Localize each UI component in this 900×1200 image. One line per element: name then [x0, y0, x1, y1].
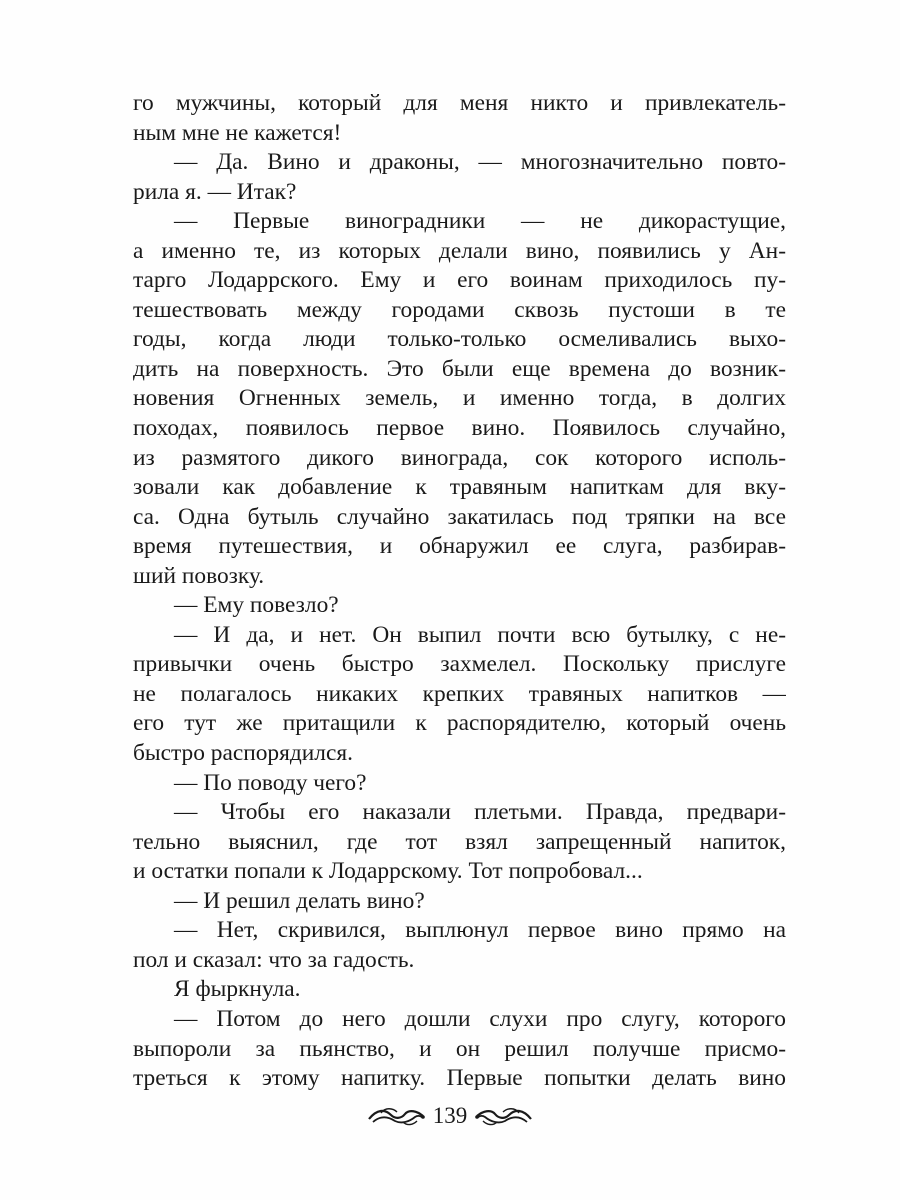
text-line: — По поводу чего? — [174, 769, 367, 796]
text-line: быстро распорядился. — [133, 740, 353, 767]
text-line: годы, когда люди только-только осмеливались выхо- — [133, 326, 786, 353]
text-line: — Потом до него дошли слухи про слугу, которого — [174, 1005, 786, 1032]
text-line: время путешествия, и обнаружил ее слуга, разбирав- — [133, 533, 786, 560]
text-line: — Чтобы его наказали плетьми. Правда, предвари- — [174, 799, 786, 826]
left-flourish-ornament-icon — [367, 1105, 425, 1127]
text-line: тешествовать между городами сквозь пустоши в те — [133, 296, 786, 323]
text-line: его тут же притащили к распорядителю, который очень — [133, 710, 786, 737]
text-line: — Первые виноградники — не дикорастущие, — [174, 208, 786, 235]
text-line: не полагалось никаких крепких травяных напитков — — [133, 680, 786, 707]
text-line: рила я. — Итак? — [133, 178, 297, 205]
text-line: — Ему повезло? — [174, 592, 339, 619]
text-line: — Нет, скривился, выплюнул первое вино прямо на — [174, 917, 786, 944]
text-line: зовали как добавление к травяным напиткам для вку- — [133, 474, 786, 501]
text-line: — И решил делать вино? — [174, 887, 425, 914]
text-line: тельно выяснил, где тот взял запрещенный напиток, — [133, 828, 786, 855]
text-line: тарго Лодаррского. Ему и его воинам приходилось пу- — [133, 267, 786, 294]
text-line: новения Огненных земель, и именно тогда, в долгих — [133, 385, 786, 412]
text-line: походах, появилось первое вино. Появилось случайно, — [133, 415, 786, 442]
text-line: привычки очень быстро захмелел. Поскольку прислуге — [133, 651, 786, 678]
text-line: ший повозку. — [133, 562, 265, 589]
text-line: ным мне не кажется! — [133, 119, 342, 146]
text-line: го мужчины, который для меня никто и привлекатель- — [133, 90, 786, 116]
page-number: 139 — [432, 1103, 468, 1128]
text-line: — И да, и нет. Он выпил почти всю бутылку, с не- — [174, 621, 786, 648]
text-line: дить на поверхность. Это были еще времена до возник- — [133, 355, 786, 382]
text-line: из размятого дикого винограда, сок которого исполь- — [133, 444, 786, 471]
text-line: треться к этому напитку. Первые попытки делать вино — [133, 1065, 786, 1092]
text-line: выпороли за пьянство, и он решил получше присмо- — [133, 1035, 786, 1062]
text-line: са. Одна бутыль случайно закатилась под тряпки на все — [133, 503, 786, 530]
page-footer — [0, 1099, 900, 1133]
text-line: а именно те, из которых делали вино, появились у Ан- — [133, 237, 786, 264]
right-flourish-ornament-icon — [475, 1105, 533, 1127]
text-line: Я фыркнула. — [174, 976, 301, 1003]
text-line: и остатки попали к Лодаррскому. Тот попробовал... — [133, 858, 643, 885]
text-line: — Да. Вино и драконы, — многозначительно повто- — [174, 149, 786, 176]
body-text — [133, 89, 786, 1094]
text-line: пол и сказал: что за гадость. — [133, 946, 415, 973]
